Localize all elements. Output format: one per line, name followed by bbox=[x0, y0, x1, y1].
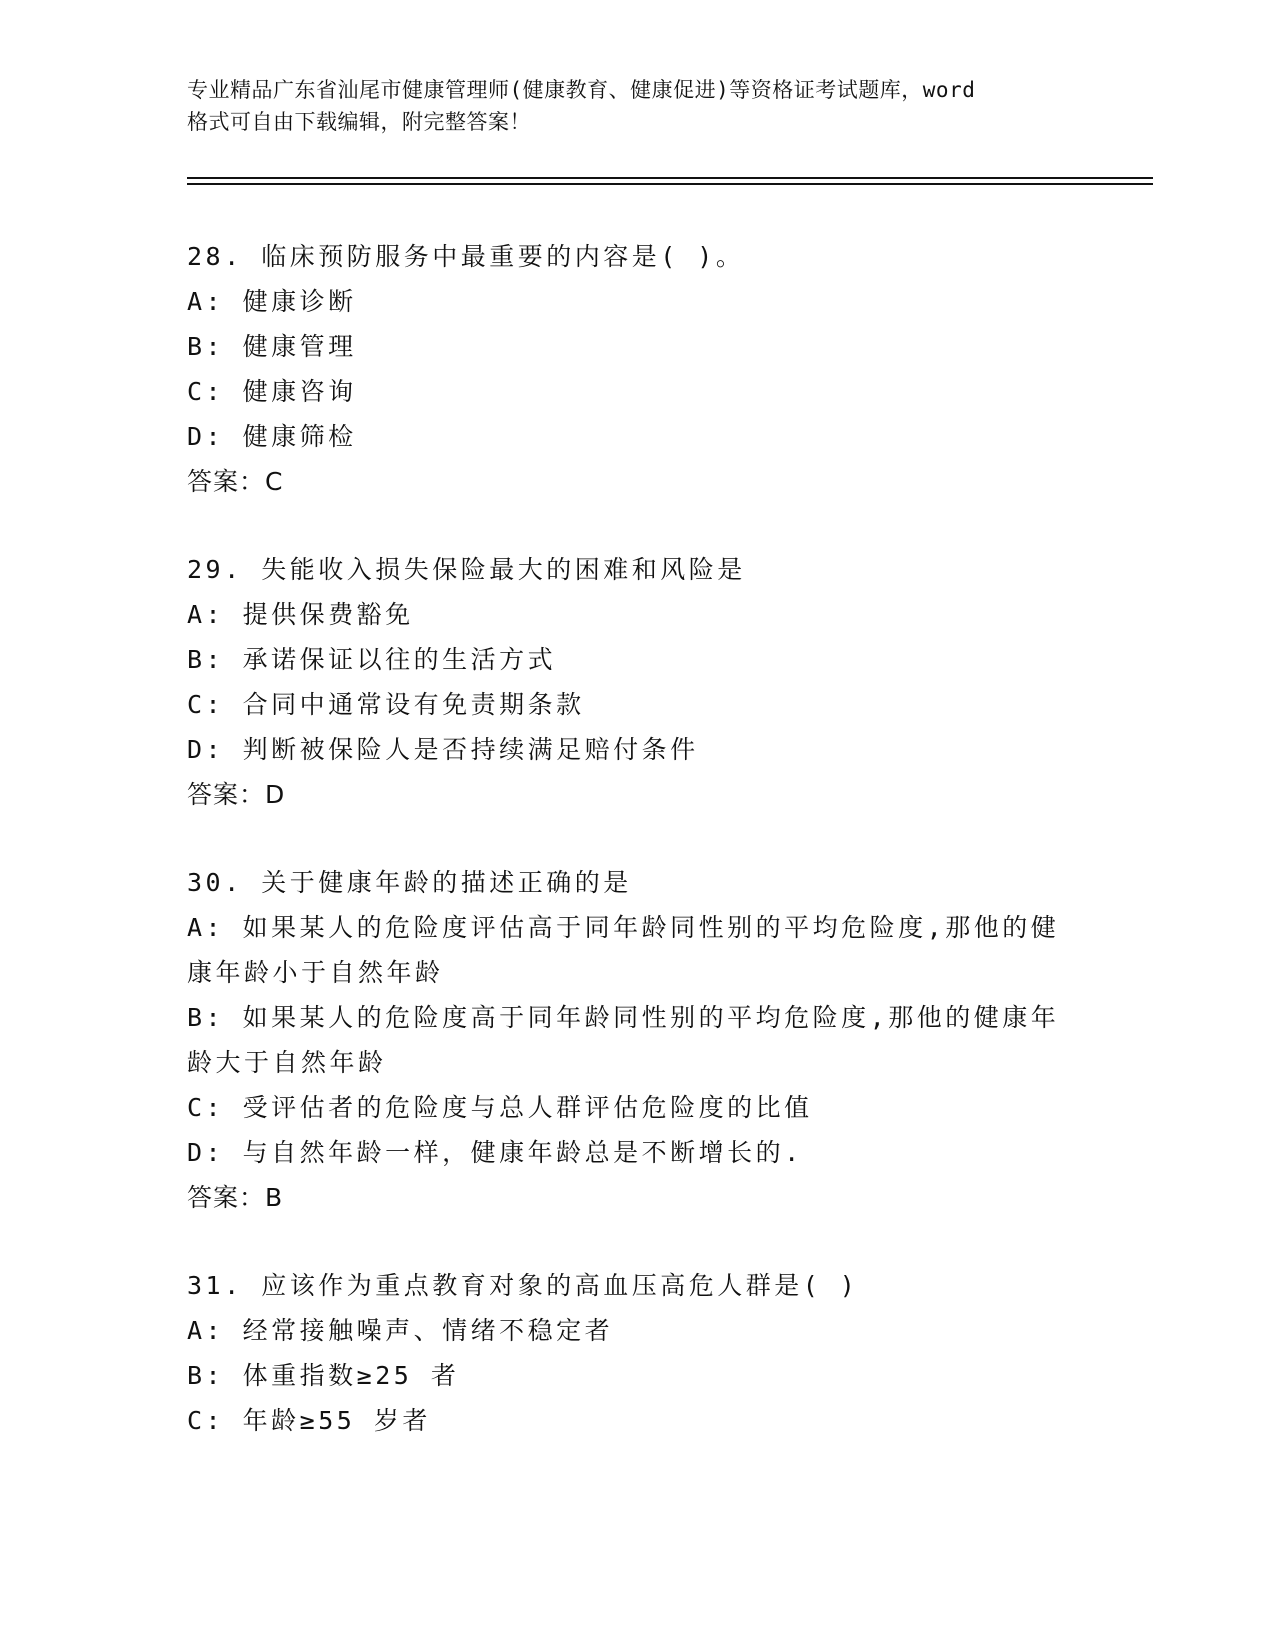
option-c: C: 合同中通常设有免责期条款 bbox=[187, 690, 585, 719]
question-31 bbox=[187, 1263, 1067, 1443]
question-list bbox=[187, 234, 1067, 1486]
document-header bbox=[187, 74, 1087, 138]
option-b: B: 体重指数≥25 者 bbox=[187, 1361, 460, 1390]
question-text: 30. 关于健康年龄的描述正确的是 bbox=[187, 868, 632, 897]
header-rule-bottom bbox=[187, 183, 1153, 185]
option-a-line-2: 康年龄小于自然年龄 bbox=[187, 958, 444, 987]
option-d: D: 与自然年龄一样，健康年龄总是不断增长的. bbox=[187, 1138, 803, 1167]
question-text: 31. 应该作为重点教育对象的高血压高危人群是( ) bbox=[187, 1271, 859, 1300]
answer: 答案：C bbox=[187, 467, 284, 496]
header-line-2: 格式可自由下载编辑，附完整答案！ bbox=[187, 110, 531, 134]
header-rule-top bbox=[187, 177, 1153, 179]
option-b-line-2: 龄大于自然年龄 bbox=[187, 1048, 387, 1077]
option-a: A: 健康诊断 bbox=[187, 287, 357, 316]
question-29 bbox=[187, 547, 1067, 817]
option-c: C: 年龄≥55 岁者 bbox=[187, 1406, 431, 1435]
question-30 bbox=[187, 860, 1067, 1220]
option-d: D: 健康筛检 bbox=[187, 422, 357, 451]
option-b: B: 健康管理 bbox=[187, 332, 357, 361]
question-text: 28. 临床预防服务中最重要的内容是( )。 bbox=[187, 242, 745, 271]
option-a: A: 经常接触噪声、情绪不稳定者 bbox=[187, 1316, 614, 1345]
option-c: C: 受评估者的危险度与总人群评估危险度的比值 bbox=[187, 1093, 813, 1122]
answer: 答案：B bbox=[187, 1183, 284, 1212]
option-b: B: 承诺保证以往的生活方式 bbox=[187, 645, 557, 674]
option-b-line-1: B: 如果某人的危险度高于同年龄同性别的平均危险度,那他的健康年 bbox=[187, 1003, 1060, 1032]
answer: 答案：D bbox=[187, 780, 286, 809]
option-a-line-1: A: 如果某人的危险度评估高于同年龄同性别的平均危险度,那他的健 bbox=[187, 913, 1060, 942]
option-a: A: 提供保费豁免 bbox=[187, 600, 414, 629]
question-28 bbox=[187, 234, 1067, 504]
header-line-1: 专业精品广东省汕尾市健康管理师(健康教育、健康促进)等资格证考试题库，word bbox=[187, 78, 976, 102]
option-d: D: 判断被保险人是否持续满足赔付条件 bbox=[187, 735, 699, 764]
question-text: 29. 失能收入损失保险最大的困难和风险是 bbox=[187, 555, 746, 584]
option-c: C: 健康咨询 bbox=[187, 377, 357, 406]
